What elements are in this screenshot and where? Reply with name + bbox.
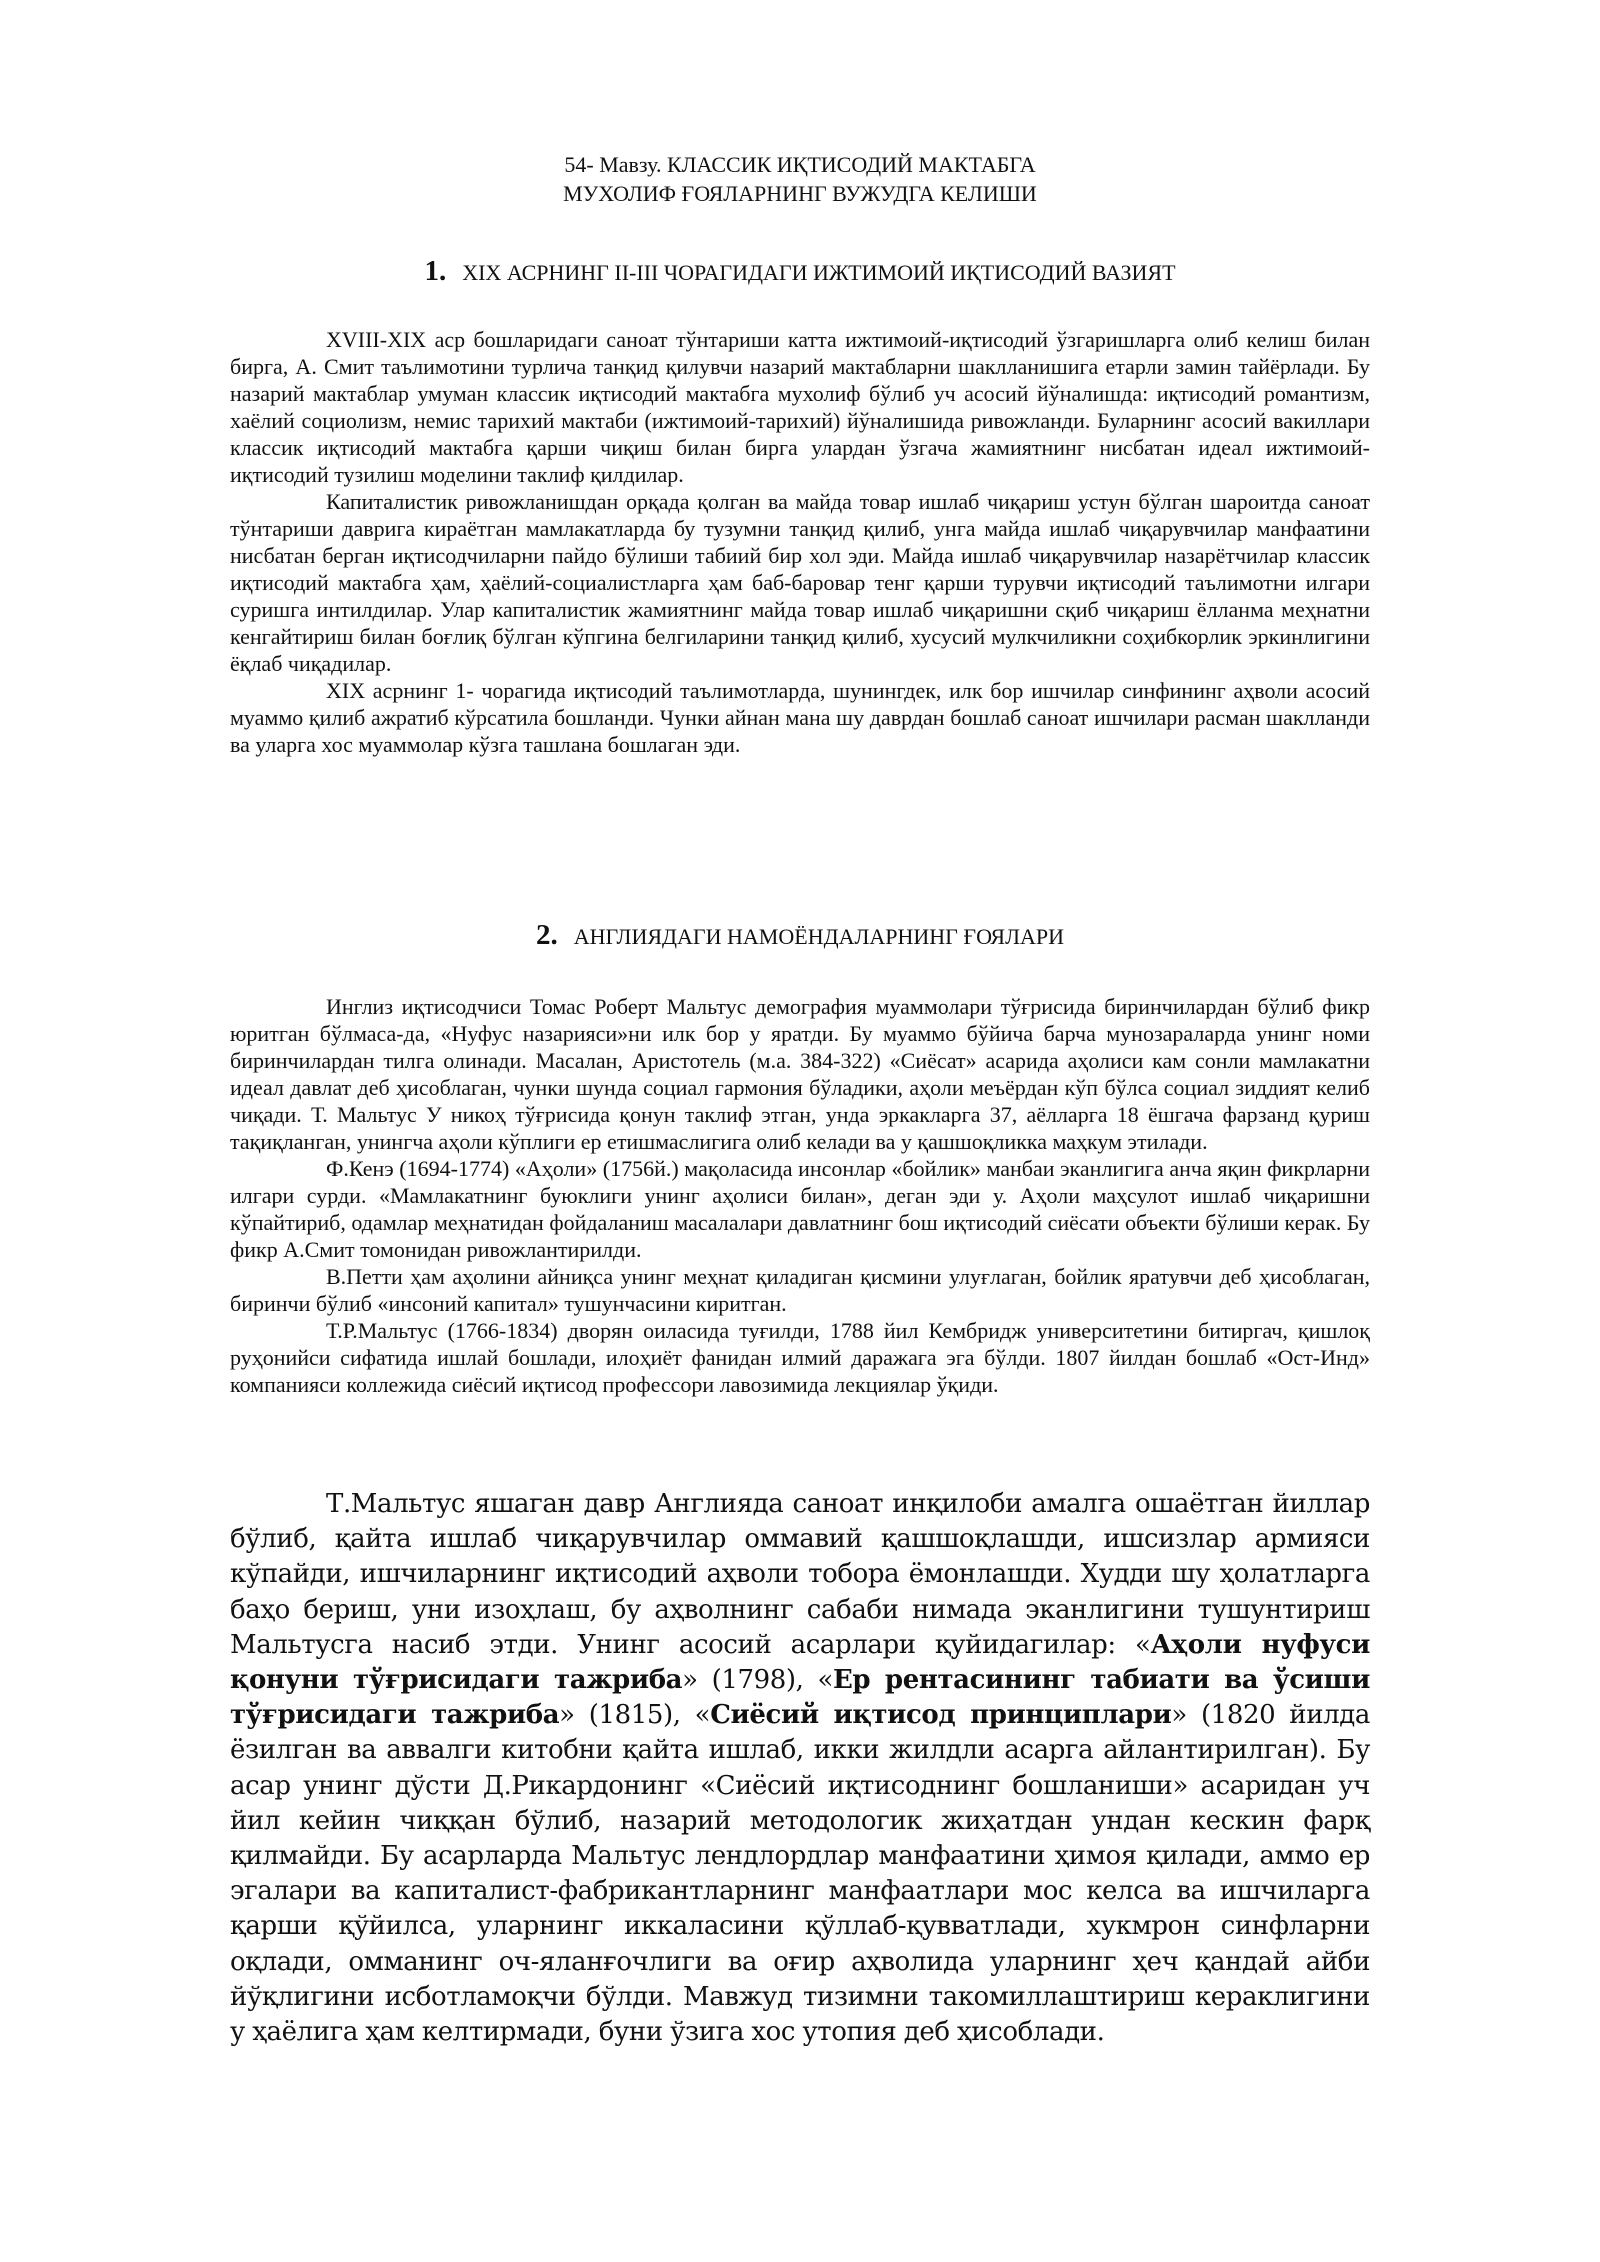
- section-2-paragraph-3: В.Петти ҳам аҳолини айниқса унинг меҳнат қиладиган қисмини улуғлаган, бойлик яратувчи деб ҳисоблаган, биринчи бўлиб «инсоний капитал» тушунчасини киритган.: [230, 1264, 1370, 1316]
- section-2-paragraph-4: Т.Р.Мальтус (1766-1834) дворян оиласида туғилди, 1788 йил Кембридж университетини битиргач, қишлоқ руҳонийси сифатида ишлай бошлади, илоҳиёт фанидан илмий даражага эга бўлди. 1807 йилдан бошлаб «Ост-Инд» компанияси коллежида сиёсий иқтисод профессори лавозимида лекциялар ўқиди.: [230, 1318, 1370, 1397]
- final-text-4: » (1820 йилда ёзилган ва аввалги китобни қайта ишлаб, икки жилдли асарга айлантирилган). Бу асар унинг дўсти Д.Рикардонинг «Сиёсий иқтисоднинг бошланиши» асаридан уч йил кейин чиққан бўлиб, назарий методологик жиҳатдан ундан кескин фарқ қилмайди. Бу асарларда Мальтус лендлордлар манфаатини ҳимоя қилади, аммо ер эгалари ва капиталист-фабрикантларнинг манфаатлари мос келса ва ишчиларга қарши қўйилса, уларнинг иккаласини қўллаб-қувватлади, хукмрон синфларни оқлади, омманинг оч-яланғочлиги ва оғир аҳволида уларнинг ҳеч қандай айби йўқлигини исботламоқчи бўлди. Мавжуд тизимни такомиллаштириш кераклигини у ҳаёлига ҳам келтирмади, буни ўзига хос утопия деб ҳисоблади.: [230, 1700, 1370, 2048]
- section-2-title: АНГЛИЯДАГИ НАМОЁНДАЛАРНИНГ ҒОЯЛАРИ: [573, 924, 1065, 949]
- section-1-title: XIX АСРНИНГ II-III ЧОРАГИДАГИ ИЖТИМОИЙ ИҚТИСОДИЙ ВАЗИЯТ: [462, 260, 1176, 285]
- section-2-heading: [230, 920, 1370, 952]
- final-text-1: Т.Мальтус яшаган давр Англияда саноат инқилоби амалга ошаётган йиллар бўлиб, қайта ишлаб чиқарувчилар оммавий қашшоқлашди, ишсизлар армияси кўпайди, ишчиларнинг иқтисодий аҳволи тобора ёмонлашди. Худди шу ҳолатларга баҳо бериш, уни изоҳлаш, бу аҳволнинг сабаби нимада эканлигини тушунтириш Мальтусга насиб этди. Унинг асосий асарлари қуйидагилар: «: [230, 1489, 1370, 1660]
- section-1-body: [230, 326, 1370, 758]
- title-line-2: МУХОЛИФ ҒОЯЛАРНИНГ ВУЖУДГА КЕЛИШИ: [563, 181, 1037, 206]
- work-title-3: Сиёсий иқтисод принциплари: [710, 1700, 1172, 1731]
- section-1-paragraph-1: XVIII-XIX аср бошларидаги саноат тўнтариши катта ижтимоий-иқтисодий ўзгаришларга олиб келиш билан бирга, А. Смит таълимотини турлича танқид қилувчи назарий мактабларни шаклланишига етарли замин тайёрлади. Бу назарий мактаблар умуман классик иқтисодий мактабга мухолиф бўлиб уч асосий йўналишда: иқтисодий романтизм, хаёлий социолизм, немис тарихий мактаби (ижтимоий-тарихий) йўналишида ривожланди. Буларнинг асосий вакиллари классик иқтисодий мактабга қарши чиқиш билан бирга улардан ўзгача жамиятнинг нисбатан идеал ижтимоий-иқтисодий тузилиш моделини таклиф қилдилар.: [230, 327, 1370, 487]
- work-title-1: Аҳоли нуфуси қонуни тўғрисидаги тажриба: [230, 1629, 1370, 1696]
- section-2-final-paragraph: [230, 1487, 1370, 2050]
- section-1-heading: [230, 256, 1370, 288]
- section-1-number: 1.: [424, 255, 447, 287]
- section-2-number: 2.: [535, 919, 558, 951]
- final-text-3: » (1815), «: [559, 1700, 711, 1731]
- work-title-2: Ер рентасининг табиати ва ўсиши тўғрисидаги тажриба: [230, 1665, 1370, 1731]
- section-1-paragraph-3: XIX асрнинг 1- чорагида иқтисодий таълимотларда, шунингдек, илк бор ишчилар синфининг аҳволи асосий муаммо қилиб ажратиб кўрсатила бошланди. Чунки айнан мана шу даврдан бошлаб саноат ишчилари расман шаклланди ва уларга хос муаммолар кўзга ташлана бошлаган эди.: [230, 678, 1370, 757]
- final-paragraph-text: [230, 1487, 1370, 2050]
- title-line-1: 54- Мавзу. КЛАССИК ИҚТИСОДИЙ МАКТАБГА: [564, 152, 1036, 177]
- section-2-paragraph-2: Ф.Кенэ (1694-1774) «Аҳоли» (1756й.) мақоласида инсонлар «бойлик» манбаи эканлигига анча яқин фикрларни илгари сурди. «Мамлакатнинг буюклиги унинг аҳолиси билан», деган эди у. Аҳоли маҳсулот ишлаб чиқаришни кўпайтириб, одамлар меҳнатидан фойдаланиш масалалари давлатнинг бош иқтисодий сиёсати объекти бўлиши керак. Бу фикр А.Смит томонидан ривожлантирилди.: [230, 1156, 1370, 1262]
- document-title: [230, 150, 1370, 208]
- final-text-2: » (1798), «: [682, 1665, 833, 1696]
- section-2-body: [230, 993, 1370, 1398]
- section-1-paragraph-2: Капиталистик ривожланишдан орқада қолган ва майда товар ишлаб чиқариш устун бўлган шароитда саноат тўнтариши даврига кираётган мамлакатларда бу тузумни танқид қилиб, унга майда ишлаб чиқарувчилар манфаатини нисбатан берган иқтисодчиларни пайдо бўлиши табиий бир хол эди. Майда ишлаб чиқарувчилар назарётчилар классик иқтисодий мактабга ҳам, ҳаёлий-социалистларга ҳам баб-баровар тенг қарши турувчи иқтисодий таълимотни илгари суришга интилдилар. Улар капиталистик жамиятнинг майда товар ишлаб чиқаришни сқиб чиқариш ёлланма меҳнатни кенгайтириш билан боғлиқ бўлган кўпгина белгиларини танқид қилиб, хусусий мулкчиликни соҳибкорлик эркинлигини ёқлаб чиқадилар.: [230, 489, 1370, 676]
- section-2-paragraph-1: Инглиз иқтисодчиси Томас Роберт Мальтус демография муаммолари тўғрисида биринчилардан бўлиб фикр юритган бўлмаса-да, «Нуфус назарияси»ни илк бор у яратди. Бу муаммо бўйича барча мунозараларда унинг номи биринчилардан тилга олинади. Масалан, Аристотель (м.а. 384-322) «Сиёсат» асарида аҳолиси кам сонли мамлакатни идеал давлат деб ҳисоблаган, чунки шунда социал гармония бўладики, аҳоли меъёрдан кўп бўлса социал зиддият келиб чиқади. Т. Мальтус У никоҳ тўғрисида қонун таклиф этган, унда эркакларга 37, аёлларга 18 ёшгача фарзанд қуриш тақиқланган, унингча аҳоли кўплиги ер етишмаслигига олиб келади ва у қашшоқликка маҳкум этилади.: [230, 994, 1370, 1154]
